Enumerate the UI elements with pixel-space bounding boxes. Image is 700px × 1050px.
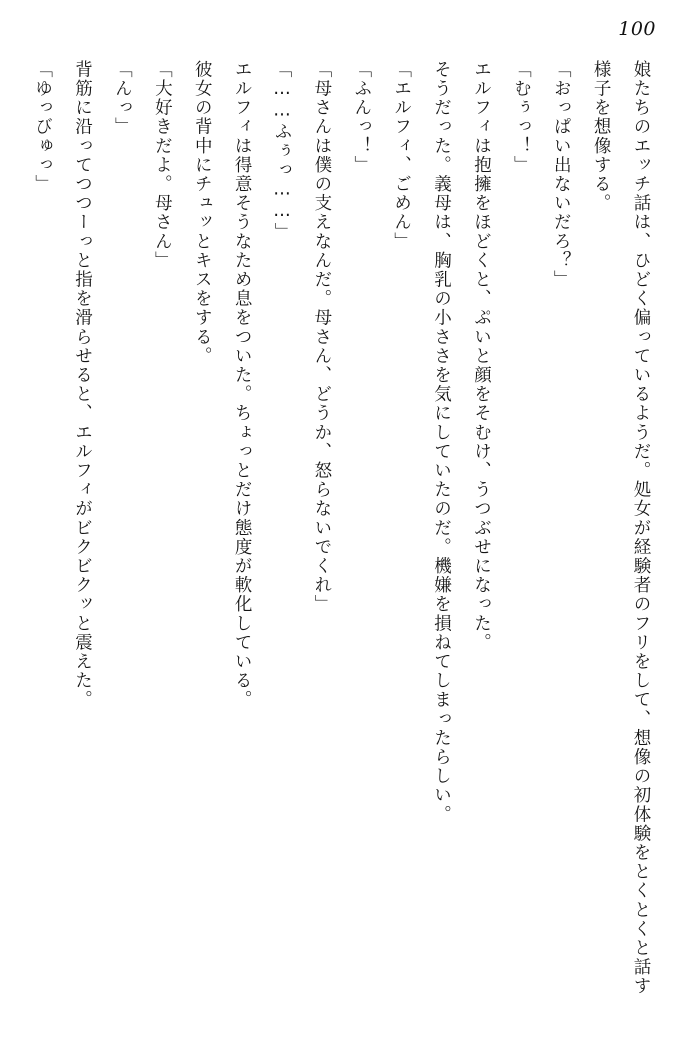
body-paragraph: 彼女の背中にチュッとキスをする。 [192,60,213,366]
body-paragraph: 「……ふぅっ……」 [271,60,292,242]
body-paragraph: 「むぅっ！」 [511,60,532,175]
body-paragraph: 「おっぱい出ないだろ？」 [551,60,572,290]
body-paragraph: 「大好きだよ。母さん」 [152,60,173,271]
body-paragraph: そうだった。義母は、胸乳の小ささを気にしていたのだ。機嫌を損ねてしまったらしい。 [431,60,452,824]
body-paragraph: 「ふんっ！」 [351,60,372,175]
vertical-text-body [34,60,660,1010]
body-paragraph: エルフィは得意そうなため息をついた。ちょっとだけ態度が軟化している。 [232,60,253,710]
page-number: 100 [618,18,656,40]
body-paragraph: 「母さんは僕の支えなんだ。母さん、どうか、怒らないでくれ」 [311,60,332,614]
body-paragraph: エルフィは抱擁をほどくと、ぷいと顔をそむけ、うつぶせになった。 [471,60,492,653]
body-paragraph: 「エルフィ、ごめん」 [391,60,412,251]
body-paragraph: 娘たちのエッチ話は、ひどく偏っているようだ。処女が経験者のフリをして、想像の初体験をとくとくと話す様子を想像する。 [591,60,651,996]
body-paragraph: 「んっ」 [112,60,133,137]
body-paragraph: 背筋に沿ってつつーっと指を滑らせると、エルフィがビクビクッと震えた。 [72,60,93,710]
body-paragraph: 「ゆっびゅっ」 [32,60,53,194]
